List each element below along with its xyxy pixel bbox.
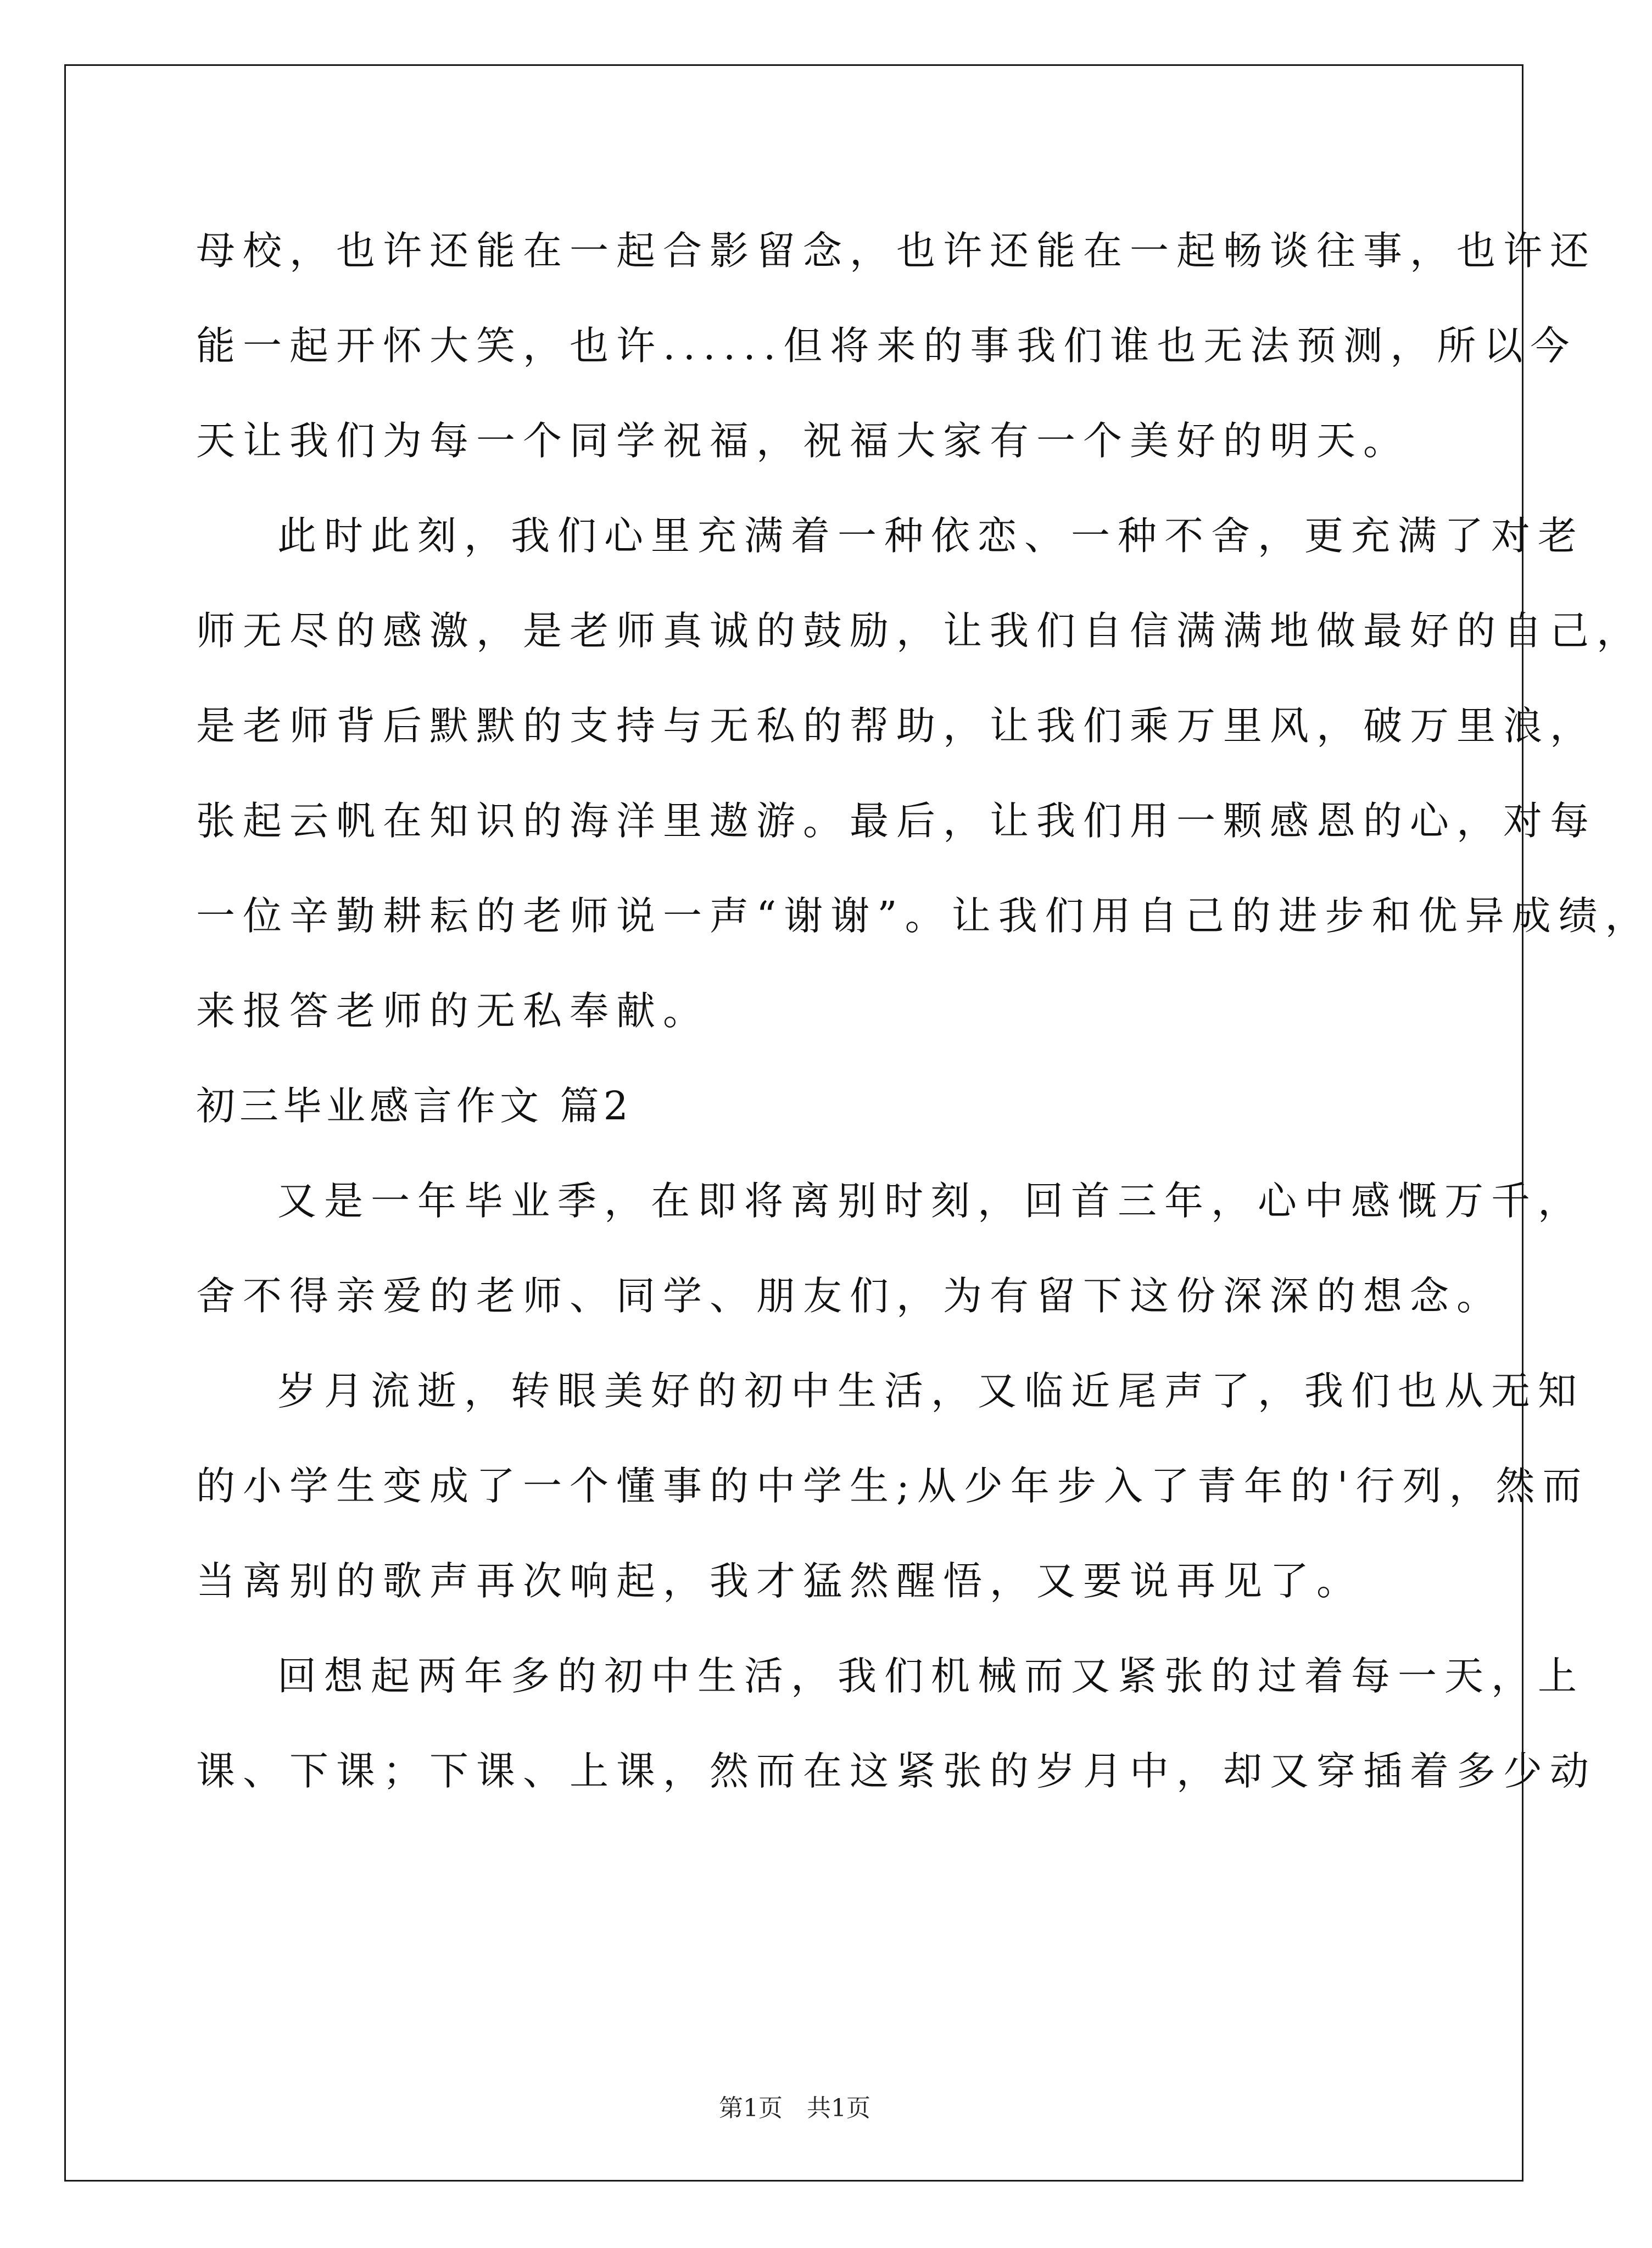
paragraph-line: 师无尽的感激，是老师真诚的鼓励，让我们自信满满地做最好的自己，	[196, 608, 1644, 654]
paragraph-line: 能一起开怀大笑，也许......但将来的事我们谁也无法预测，所以今	[196, 323, 1577, 369]
paragraph-line: 课、下课；下课、上课，然而在这紧张的岁月中，却又穿插着多少动	[196, 1748, 1597, 1794]
paragraph-line: 回想起两年多的初中生活，我们机械而又紧张的过着每一天，上	[277, 1653, 1585, 1699]
paragraph-line: 岁月流逝，转眼美好的初中生活，又临近尾声了，我们也从无知	[277, 1368, 1585, 1414]
paragraph-line: 来报答老师的无私奉献。	[196, 988, 710, 1034]
section-heading: 初三毕业感言作文 篇2	[196, 1083, 633, 1129]
paragraph-line: 舍不得亲爱的老师、同学、朋友们，为有留下这份深深的想念。	[196, 1273, 1504, 1319]
paragraph-line: 一位辛勤耕耘的老师说一声“谢谢”。让我们用自己的进步和优异成绩，	[196, 893, 1652, 939]
document-body	[196, 203, 1652, 1819]
paragraph-line: 是老师背后默默的支持与无私的帮助，让我们乘万里风，破万里浪，	[196, 703, 1597, 749]
paragraph-line: 此时此刻，我们心里充满着一种依恋、一种不舍，更充满了对老	[277, 513, 1585, 559]
paragraph-line: 的小学生变成了一个懂事的中学生;从少年步入了青年的'行列，然而	[196, 1463, 1589, 1509]
paragraph-line: 又是一年毕业季，在即将离别时刻，回首三年，心中感慨万千，	[277, 1178, 1585, 1224]
paragraph-line: 母校，也许还能在一起合影留念，也许还能在一起畅谈往事，也许还	[196, 228, 1597, 274]
paragraph-line: 当离别的歌声再次响起，我才猛然醒悟，又要说再见了。	[196, 1558, 1364, 1604]
page-number-footer: 第1页 共1页	[719, 2094, 870, 2122]
paragraph-line: 张起云帆在知识的海洋里遨游。最后，让我们用一颗感恩的心，对每	[196, 798, 1597, 844]
paragraph-line: 天让我们为每一个同学祝福，祝福大家有一个美好的明天。	[196, 418, 1410, 464]
